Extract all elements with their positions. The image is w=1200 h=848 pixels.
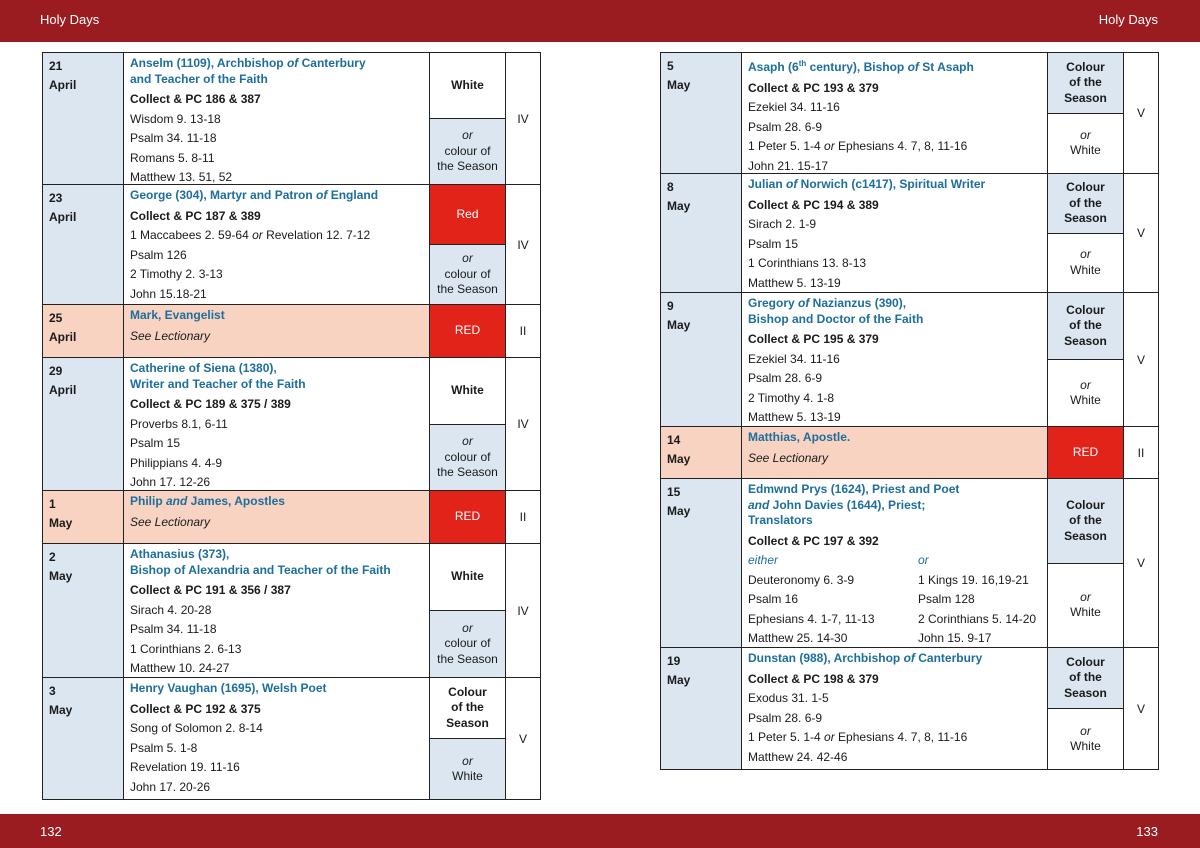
rank: V — [1124, 53, 1158, 174]
reading: Revelation 19. 11-16 — [130, 760, 240, 774]
date-cell: 1 May — [43, 491, 124, 544]
date-cell: 8 May — [661, 174, 742, 293]
reading: 2 Corinthians 5. 14-20 — [918, 611, 1037, 626]
collect: Collect & PC 189 & 375 / 389 — [130, 397, 291, 411]
collect: Collect & PC 198 & 379 — [748, 671, 879, 686]
reading: Psalm 28. 6-9 — [748, 371, 823, 385]
rank: V — [1124, 479, 1158, 648]
reading: 1 Corinthians 13. 8-13 — [748, 256, 867, 270]
date-cell: 3 May — [43, 678, 124, 799]
reading: Psalm 28. 6-9 — [748, 119, 823, 134]
entry-description — [124, 544, 430, 678]
collect: Collect & PC 187 & 389 — [130, 208, 261, 223]
reading: Song of Solomon 2. 8-14 — [130, 721, 263, 735]
reading: Sirach 4. 20-28 — [130, 602, 212, 617]
date-cell: 15 May — [661, 479, 742, 648]
liturgical-colour: Colour of the Season or White — [1048, 53, 1124, 174]
entry-title: Gregory of Nazianzus (390), Bishop and Doctor of the Faith — [748, 296, 924, 326]
reading: Matthew 13. 51, 52 — [130, 170, 233, 184]
liturgical-colour: Colour of the Season or White — [1048, 174, 1124, 293]
entry-description — [742, 174, 1048, 293]
liturgical-colour: RED — [430, 491, 506, 544]
alternative-readings: either or Deuteronomy 6. 3-9 1 Kings 19. 16,19-21 Psalm 16 Psalm 128 Ephesians 4. 1-7, 11-13 2 Corinthians 5. 14-20 Matthew 25. 14-30 John 15. 9-17 — [748, 551, 1041, 649]
reading: 2 Timothy 2. 3-13 — [130, 267, 223, 281]
date-cell: 29 April — [43, 358, 124, 491]
rank: IV — [506, 53, 540, 185]
reading: John 15.18-21 — [130, 286, 207, 301]
date-cell: 21 April — [43, 53, 124, 185]
reading: Proverbs 8.1, 6-11 — [130, 416, 228, 431]
reading: Matthew 24. 42-46 — [748, 749, 848, 764]
reading: 1 Corinthians 2. 6-13 — [130, 641, 242, 656]
reading: Romans 5. 8-11 — [130, 150, 215, 165]
reading: Matthew 5. 13-19 — [748, 275, 841, 290]
date-cell: 2 May — [43, 544, 124, 678]
entry-description — [124, 358, 430, 491]
collect: Collect & PC 197 & 392 — [748, 533, 879, 548]
reading: Philippians 4. 4-9 — [130, 455, 223, 470]
reading: 2 Timothy 4. 1-8 — [748, 390, 835, 405]
reading: Psalm 34. 11-18 — [130, 131, 217, 145]
rank: V — [1124, 174, 1158, 293]
reading: Psalm 15 — [748, 236, 799, 251]
collect: Collect & PC 191 & 356 / 387 — [130, 583, 291, 597]
reading: John 15. 9-17 — [918, 631, 992, 645]
running-head-right: Holy Days — [1098, 12, 1158, 27]
entry-title: Philip and James, Apostles — [130, 494, 285, 508]
reading: Wisdom 9. 13-18 — [130, 111, 221, 126]
reading: Sirach 2. 1-9 — [748, 217, 817, 231]
entry-title: Julian of Norwich (c1417), Spiritual Writer — [748, 177, 986, 191]
date-cell: 14 May — [661, 427, 742, 479]
reading: 1 Peter 5. 1-4 or Ephesians 4. 7, 8, 11-16 — [748, 730, 968, 744]
liturgical-colour: Red or colour of the Season — [430, 185, 506, 305]
entry-title: Edmwnd Prys (1624), Priest and Poet and John Davies (1644), Priest; Translators — [748, 482, 960, 527]
footer-band — [0, 814, 1200, 848]
rank: IV — [506, 358, 540, 491]
collect: Collect & PC 195 & 379 — [748, 332, 879, 346]
page-number-right: 133 — [1136, 824, 1158, 839]
reading: Psalm 5. 1-8 — [130, 740, 198, 755]
reading: Ezekiel 34. 11-16 — [748, 351, 840, 366]
entry-title: Athanasius (373), Bishop of Alexandria and Teacher of the Faith — [130, 547, 391, 577]
entry-description — [124, 678, 430, 799]
reading: Psalm 34. 11-18 — [130, 622, 217, 636]
reading: John 17. 20-26 — [130, 779, 211, 794]
entry-description — [124, 305, 430, 358]
rank: V — [1124, 293, 1158, 427]
running-head-left: Holy Days — [40, 12, 100, 27]
entry-title: Asaph (6th century), Bishop of St Asaph — [748, 59, 974, 74]
entry-description — [742, 293, 1048, 427]
liturgical-colour: Colour of the Season or White — [1048, 293, 1124, 427]
rank: II — [1124, 427, 1158, 479]
reading: John 17. 12-26 — [130, 475, 211, 489]
rank: II — [506, 305, 540, 358]
reading: Psalm 126 — [130, 247, 187, 262]
reading: Exodus 31. 1-5 — [748, 691, 829, 705]
header-band — [0, 0, 1200, 42]
entry-description — [742, 427, 1048, 479]
date-cell: 9 May — [661, 293, 742, 427]
rank: V — [1136, 701, 1145, 716]
date-cell: 23 April — [43, 185, 124, 305]
reading: Psalm 15 — [130, 436, 181, 450]
liturgical-colour: Colour of the Season or White — [1048, 648, 1124, 769]
reading: 1 Peter 5. 1-4 or Ephesians 4. 7, 8, 11-16 — [748, 139, 968, 153]
entry-title: Matthias, Apostle. — [748, 430, 851, 444]
entry-description — [124, 185, 430, 305]
reading: Matthew 10. 24-27 — [130, 661, 230, 675]
entry-description — [124, 491, 430, 544]
reading: 1 Kings 19. 16,19-21 — [918, 572, 1029, 587]
holy-days-table-right — [660, 52, 1159, 770]
reading: Ephesians 4. 1-7, 11-13 — [748, 611, 875, 626]
reading: Ezekiel 34. 11-16 — [748, 100, 840, 114]
reading: 1 Maccabees 2. 59-64 or Revelation 12. 7-12 — [130, 228, 371, 242]
entry-title: Anselm (1109), Archbishop of Canterbury and Teacher of the Faith — [130, 56, 366, 86]
entry-description — [742, 648, 1048, 769]
page-number-left: 132 — [40, 824, 62, 839]
see-lectionary: See Lectionary — [748, 450, 829, 465]
collect: Collect & PC 193 & 379 — [748, 80, 879, 95]
entry-title: Mark, Evangelist — [130, 308, 225, 322]
liturgical-colour: Colour of the Season or White — [1048, 479, 1124, 648]
reading: Psalm 128 — [918, 592, 975, 606]
see-lectionary: See Lectionary — [130, 514, 211, 529]
liturgical-colour: Colour of the Season or White — [430, 678, 506, 799]
liturgical-colour: White or colour of the Season — [430, 53, 506, 185]
entry-title: Catherine of Siena (1380), Writer and Teacher of the Faith — [130, 361, 306, 391]
reading: Deuteronomy 6. 3-9 — [748, 572, 855, 587]
reading: Psalm 28. 6-9 — [748, 710, 823, 725]
holy-days-table-left — [42, 52, 541, 800]
collect: Collect & PC 186 & 387 — [130, 92, 261, 106]
collect: Collect & PC 192 & 375 — [130, 701, 261, 716]
entry-title: George (304), Martyr and Patron of England — [130, 188, 379, 202]
liturgical-colour: RED — [1048, 427, 1124, 479]
reading: Matthew 25. 14-30 — [748, 631, 848, 645]
entry-description — [742, 53, 1048, 174]
rank: IV — [506, 185, 540, 305]
liturgical-colour: RED — [430, 305, 506, 358]
entry-title: Dunstan (988), Archbishop of Canterbury — [748, 651, 983, 665]
entry-description — [124, 53, 430, 185]
reading: Psalm 16 — [748, 592, 799, 606]
rank: IV — [506, 544, 540, 678]
reading: Matthew 5. 13-19 — [748, 410, 841, 424]
see-lectionary: See Lectionary — [130, 328, 211, 343]
date-cell: 19 May — [661, 648, 742, 769]
liturgical-colour: White or colour of the Season — [430, 544, 506, 678]
rank: II — [506, 491, 540, 544]
liturgical-colour: White or colour of the Season — [430, 358, 506, 491]
entry-description — [742, 479, 1048, 648]
rank: V — [518, 731, 527, 746]
date-cell: 5 May — [661, 53, 742, 174]
reading: John 21. 15-17 — [748, 158, 829, 173]
date-cell: 25 April — [43, 305, 124, 358]
entry-title: Henry Vaughan (1695), Welsh Poet — [130, 681, 327, 695]
collect: Collect & PC 194 & 389 — [748, 197, 879, 212]
